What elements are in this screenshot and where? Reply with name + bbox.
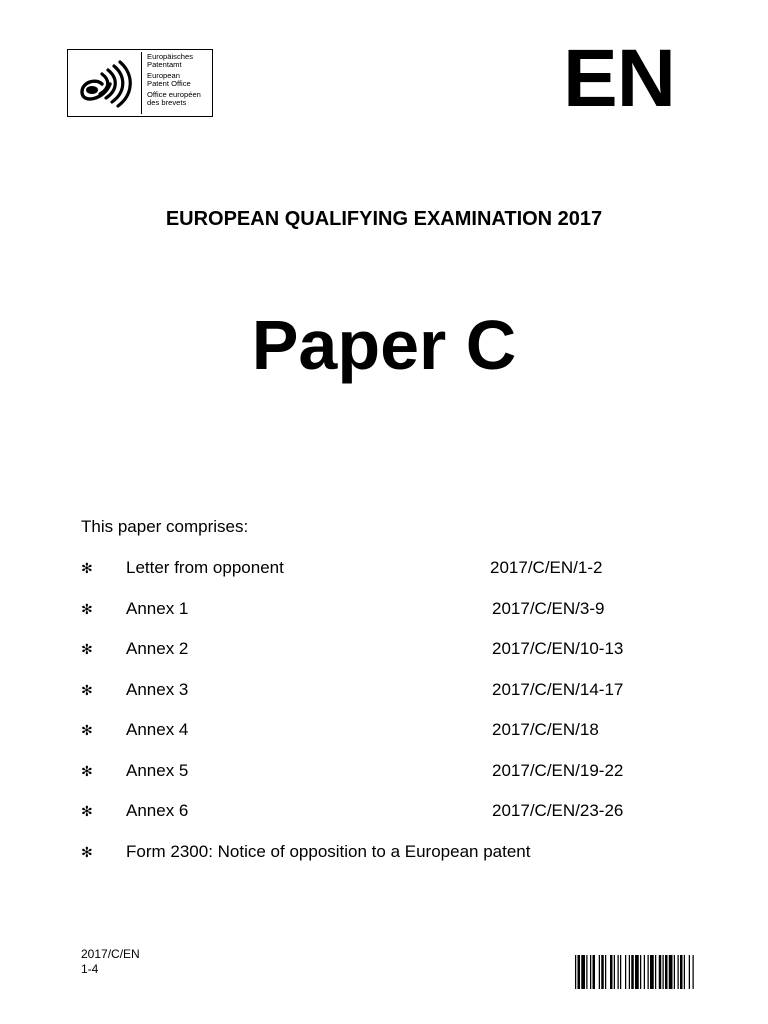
list-item [81, 801, 701, 823]
list-item [81, 680, 701, 702]
logo-line: Patent Office [147, 79, 191, 89]
list-item [81, 720, 701, 742]
item-ref: 2017/C/EN/10-13 [492, 639, 624, 658]
item-label: Annex 2 [126, 639, 189, 658]
logo-line: Office européen [147, 90, 201, 99]
asterisk-bullet-icon: ✻ [81, 641, 93, 657]
logo-line: Patentamt [147, 60, 182, 70]
item-label: Letter from opponent [126, 558, 284, 577]
list-item [81, 639, 701, 661]
item-ref: 2017/C/EN/3-9 [492, 599, 605, 618]
asterisk-bullet-icon: ✻ [81, 682, 93, 698]
item-ref: 2017/C/EN/19-22 [492, 761, 624, 780]
item-ref: 2017/C/EN/14-17 [492, 680, 624, 699]
paper-title: Paper C [251, 306, 517, 384]
item-ref: 2017/C/EN/23-26 [492, 801, 624, 820]
logo-divider [141, 52, 142, 114]
item-ref: 2017/C/EN/18 [492, 720, 599, 739]
contents-intro: This paper comprises: [81, 517, 249, 536]
barcode-icon [575, 955, 737, 989]
list-item [81, 558, 701, 580]
list-item [81, 599, 701, 621]
asterisk-bullet-icon: ✻ [81, 560, 93, 576]
asterisk-bullet-icon: ✻ [81, 763, 93, 779]
footer-doc-ref [81, 947, 140, 977]
exam-title: EUROPEAN QUALIFYING EXAMINATION 2017 [165, 208, 603, 230]
asterisk-bullet-icon: ✻ [81, 601, 93, 617]
item-ref: 2017/C/EN/1-2 [490, 558, 603, 577]
asterisk-bullet-icon: ✻ [81, 722, 93, 738]
item-label: Annex 3 [126, 680, 189, 699]
logo-wordmark [147, 53, 201, 110]
item-label: Form 2300: Notice of opposition to a European patent [126, 842, 531, 861]
language-code: EN [563, 33, 675, 124]
asterisk-bullet-icon: ✻ [81, 844, 93, 860]
list-item [81, 761, 701, 783]
asterisk-bullet-icon: ✻ [81, 803, 93, 819]
item-label: Annex 4 [126, 720, 189, 739]
footer-code: 2017/C/EN [81, 947, 140, 961]
logo-line: des brevets [147, 98, 187, 108]
list-item [81, 842, 701, 864]
epo-logo-icon [76, 54, 134, 112]
logo-line: Europäisches [147, 52, 194, 61]
item-label: Annex 5 [126, 761, 189, 780]
epo-logo [67, 49, 213, 117]
logo-line: European [147, 71, 180, 80]
item-label: Annex 1 [126, 599, 189, 618]
item-label: Annex 6 [126, 801, 189, 820]
footer-pages: 1-4 [81, 962, 99, 976]
